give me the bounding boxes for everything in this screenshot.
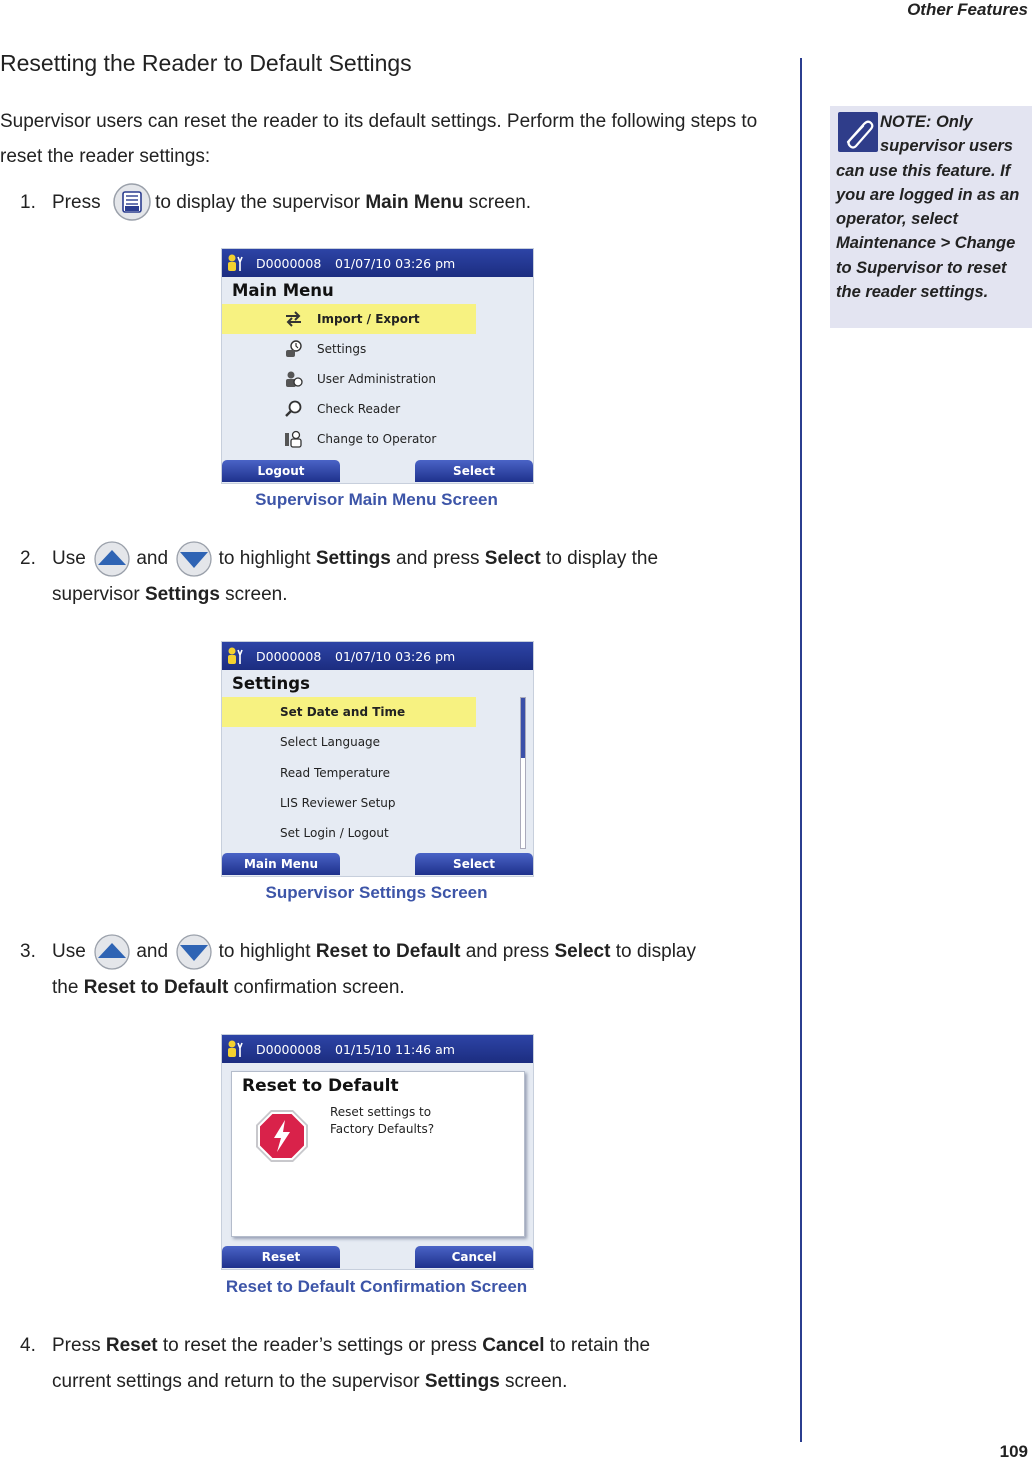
step-1 bbox=[20, 185, 532, 221]
datetime: 01/15/10 11:46 am bbox=[335, 1042, 455, 1057]
user-status-icon bbox=[226, 253, 244, 273]
step-text: and bbox=[136, 941, 169, 962]
main-menu-screen bbox=[221, 248, 534, 484]
step-text: current settings and return to the supervisor bbox=[52, 1371, 420, 1392]
step-text: screen. bbox=[468, 192, 532, 213]
step-text: to highlight bbox=[218, 548, 311, 569]
note-label: NOTE: bbox=[880, 113, 932, 131]
menu-item-label: Change to Operator bbox=[317, 432, 437, 446]
user-status-icon bbox=[226, 646, 244, 666]
settings-item-label: Set Date and Time bbox=[280, 705, 406, 719]
user-admin-icon bbox=[284, 370, 303, 388]
note-text-block bbox=[836, 110, 1028, 304]
step-text: to retain the bbox=[549, 1335, 651, 1356]
device-id: D0000008 bbox=[256, 649, 322, 664]
reset-to-default-screen bbox=[221, 1034, 534, 1270]
step-bold: Settings bbox=[144, 584, 220, 605]
settings-item-label: LIS Reviewer Setup bbox=[280, 796, 396, 810]
select-button[interactable]: Select bbox=[415, 460, 533, 482]
step-text: screen. bbox=[505, 1371, 568, 1392]
settings-item-label: Select Language bbox=[280, 735, 381, 749]
step-number: 2. bbox=[20, 548, 36, 569]
step-bold: Reset to Default bbox=[83, 977, 229, 998]
scrollbar[interactable] bbox=[520, 697, 526, 849]
warning-stop-icon bbox=[254, 1108, 310, 1164]
step-bold: Reset bbox=[105, 1335, 158, 1356]
step-text: supervisor bbox=[52, 584, 140, 605]
step-text: the bbox=[52, 977, 79, 998]
dialog-title: Reset to Default bbox=[242, 1076, 399, 1096]
step-text: Use bbox=[52, 548, 86, 569]
main-menu-button[interactable]: Main Menu bbox=[222, 853, 340, 875]
figure-caption: Reset to Default Confirmation Screen bbox=[225, 1277, 528, 1296]
step-4 bbox=[20, 1328, 752, 1400]
menu-item-change-to-operator[interactable] bbox=[222, 424, 476, 454]
step-3 bbox=[20, 934, 752, 1006]
menu-item-label: Settings bbox=[317, 342, 367, 356]
change-user-icon bbox=[284, 430, 303, 448]
page-title: Resetting the Reader to Default Settings bbox=[0, 50, 412, 76]
menu-button-icon bbox=[106, 189, 150, 217]
figure-caption: Supervisor Settings Screen bbox=[265, 883, 488, 902]
settings-item-select-language[interactable] bbox=[222, 727, 476, 757]
menu-item-user-administration[interactable] bbox=[222, 364, 476, 394]
step-text: Use bbox=[52, 941, 86, 962]
reset-button[interactable]: Reset bbox=[222, 1246, 340, 1268]
user-status-icon bbox=[226, 1039, 244, 1059]
down-arrow-icon bbox=[173, 549, 213, 569]
menu-item-label: Check Reader bbox=[317, 402, 401, 416]
step-text: and bbox=[136, 548, 169, 569]
step-bold: Main Menu bbox=[365, 192, 464, 213]
settings-icon bbox=[284, 340, 303, 358]
step-bold: Cancel bbox=[482, 1335, 545, 1356]
step-text: and press bbox=[396, 548, 480, 569]
step-number: 3. bbox=[20, 941, 36, 962]
column-divider bbox=[800, 58, 802, 1442]
page-number: 109 bbox=[999, 1442, 1028, 1461]
step-bold: Select bbox=[554, 941, 611, 962]
step-bold: Reset to Default bbox=[315, 941, 461, 962]
up-arrow-icon bbox=[91, 549, 131, 569]
import-export-icon bbox=[284, 310, 303, 328]
note-box bbox=[830, 106, 1032, 328]
up-arrow-icon bbox=[91, 942, 131, 962]
settings-item-label: Set Login / Logout bbox=[280, 826, 389, 840]
step-text: to display the bbox=[546, 548, 659, 569]
step-2 bbox=[20, 541, 752, 613]
menu-item-label: User Administration bbox=[317, 372, 436, 386]
step-text: to display the supervisor bbox=[155, 192, 361, 213]
note-text: Only supervisor users can use this feature. If you are logged in as an operator, select Maintenance > Change to Supervisor to reset the reader settings. bbox=[836, 113, 1020, 302]
dialog-message: Reset settings to Factory Defaults? bbox=[330, 1105, 435, 1136]
menu-item-import-export[interactable] bbox=[222, 304, 476, 334]
figure-caption: Supervisor Main Menu Screen bbox=[255, 490, 498, 509]
status-bar bbox=[222, 249, 533, 277]
step-number: 1. bbox=[20, 192, 36, 213]
status-bar bbox=[222, 1035, 533, 1063]
datetime: 01/07/10 03:26 pm bbox=[335, 256, 456, 271]
step-bold: Settings bbox=[315, 548, 391, 569]
intro-paragraph: Supervisor users can reset the reader to its default settings. Perform the following steps to reset the reader settings: bbox=[0, 111, 758, 167]
menu-item-label: Import / Export bbox=[317, 312, 420, 326]
screen-title: Main Menu bbox=[232, 281, 334, 300]
step-number: 4. bbox=[20, 1335, 36, 1356]
step-text: to reset the reader’s settings or press bbox=[162, 1335, 477, 1356]
step-text: confirmation screen. bbox=[233, 977, 405, 998]
screen-title: Settings bbox=[232, 674, 310, 693]
step-text: screen. bbox=[225, 584, 288, 605]
settings-item-set-login-logout[interactable] bbox=[222, 818, 476, 848]
step-text: to display bbox=[615, 941, 697, 962]
menu-item-check-reader[interactable] bbox=[222, 394, 476, 424]
cancel-button[interactable]: Cancel bbox=[415, 1246, 533, 1268]
settings-item-label: Read Temperature bbox=[280, 766, 390, 780]
logout-button[interactable]: Logout bbox=[222, 460, 340, 482]
menu-item-settings[interactable] bbox=[222, 334, 476, 364]
step-text: Press bbox=[52, 1335, 101, 1356]
section-header: Other Features bbox=[907, 0, 1028, 19]
scrollbar-thumb[interactable] bbox=[521, 698, 525, 758]
step-text: and press bbox=[465, 941, 550, 962]
step-text: to highlight bbox=[218, 941, 311, 962]
device-id: D0000008 bbox=[256, 1042, 322, 1057]
confirmation-dialog bbox=[231, 1071, 525, 1237]
datetime: 01/07/10 03:26 pm bbox=[335, 649, 456, 664]
step-bold: Settings bbox=[424, 1371, 500, 1392]
device-id: D0000008 bbox=[256, 256, 322, 271]
select-button[interactable]: Select bbox=[415, 853, 533, 875]
settings-item-set-date-time[interactable] bbox=[222, 697, 476, 727]
step-text: Press bbox=[52, 192, 101, 213]
down-arrow-icon bbox=[173, 942, 213, 962]
settings-item-lis-reviewer-setup[interactable] bbox=[222, 788, 476, 818]
settings-screen bbox=[221, 641, 534, 877]
step-bold: Select bbox=[484, 548, 541, 569]
status-bar bbox=[222, 642, 533, 670]
magnifier-icon bbox=[284, 400, 303, 418]
settings-item-read-temperature[interactable] bbox=[222, 758, 476, 788]
